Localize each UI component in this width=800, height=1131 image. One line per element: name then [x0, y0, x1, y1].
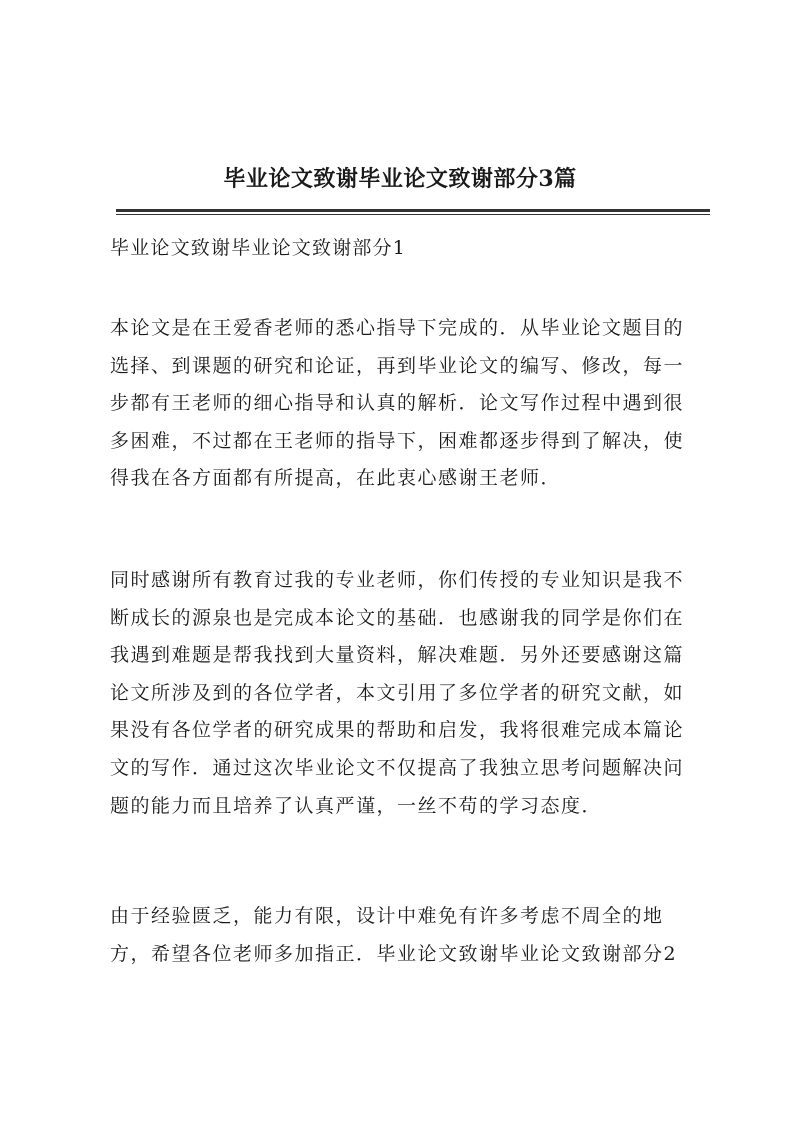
document-title: 毕业论文致谢毕业论文致谢部分3篇 — [223, 166, 577, 192]
paragraph-line: 多困难，不过都在王老师的指导下，困难都逐步得到了解决，使 — [110, 429, 685, 452]
paragraph-line: 题的能力而且培养了认真严谨，一丝不苟的学习态度． — [110, 794, 603, 817]
paragraph-line: 本论文是在王爱香老师的悉心指导下完成的．从毕业论文题目的 — [110, 317, 685, 339]
section-heading: 毕业论文致谢毕业论文致谢部分1 — [110, 237, 407, 259]
paragraph-line: 步都有王老师的细心指导和认真的解析．论文写作过程中遇到很 — [110, 392, 685, 415]
paragraph-line: 文的写作．通过这次毕业论文不仅提高了我独立思考问题解决问 — [110, 756, 685, 779]
paragraph-acknowledgement-teacher — [110, 310, 710, 498]
paragraph-line: 论文所涉及到的各位学者，本文引用了多位学者的研究文献，如 — [110, 681, 685, 704]
paragraph-line: 方，希望各位老师多加指正．毕业论文致谢毕业论文致谢部分2 — [110, 942, 678, 965]
paragraph-line: 同时感谢所有教育过我的专业老师，你们传授的专业知识是我不 — [110, 569, 685, 591]
paragraph-closing — [110, 898, 710, 973]
paragraph-line: 断成长的源泉也是完成本论文的基础．也感谢我的同学是你们在 — [110, 606, 685, 629]
paragraph-line: 果没有各位学者的研究成果的帮助和启发，我将很难完成本篇论 — [110, 719, 685, 742]
title-divider — [116, 209, 710, 215]
paragraph-line: 我遇到难题是帮我找到大量资料，解决难题．另外还要感谢这篇 — [110, 644, 685, 667]
paragraph-line: 得我在各方面都有所提高，在此衷心感谢王老师． — [110, 467, 562, 490]
paragraph-line: 由于经验匮乏，能力有限，设计中难免有许多考虑不周全的地 — [110, 905, 664, 927]
paragraph-acknowledgement-others — [110, 562, 710, 825]
paragraph-line: 选择、到课题的研究和论证，再到毕业论文的编写、修改，每一 — [110, 354, 685, 377]
